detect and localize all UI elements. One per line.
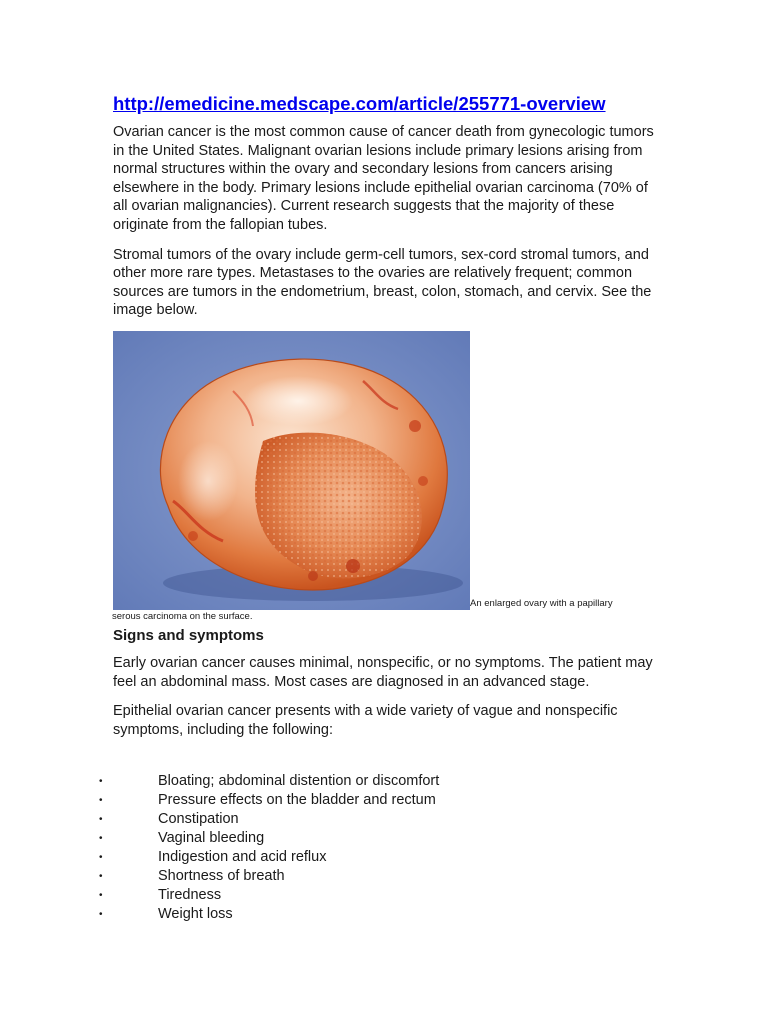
bullet-icon: • [99, 795, 103, 806]
intro-paragraph-2: Stromal tumors of the ovary include germ-cell tumors, sex-cord stromal tumors, and other more rare types. Metastases to the ovaries are relatively frequent; common sources are tumors in the endometrium, breast, colon, stomach, and cervix. See the image below. [113, 246, 652, 319]
section-heading: Signs and symptoms [113, 626, 264, 644]
list-item [0, 867, 600, 886]
bullet-icon: • [99, 814, 103, 825]
list-item [0, 905, 600, 924]
bullet-icon: • [99, 776, 103, 787]
symptom-text: Vaginal bleeding [158, 830, 265, 846]
symptom-text: Pressure effects on the bladder and rectum [158, 792, 436, 808]
symptom-text: Tiredness [158, 887, 222, 903]
list-item [0, 848, 600, 867]
symptom-text: Bloating; abdominal distention or discomfort [158, 773, 440, 789]
symptom-list [0, 772, 600, 924]
symptom-text: Weight loss [158, 906, 233, 922]
list-item [0, 886, 600, 905]
list-item [0, 791, 600, 810]
source-link[interactable]: http://emedicine.medscape.com/article/255771-overview [113, 93, 606, 114]
figure [112, 331, 658, 622]
symptom-text: Indigestion and acid reflux [158, 849, 327, 865]
symptom-text: Shortness of breath [158, 868, 285, 884]
section-paragraph-2: Epithelial ovarian cancer presents with a wide variety of vague and nonspecific symptoms, including the following: [113, 703, 618, 738]
section-paragraph-1: Early ovarian cancer causes minimal, nonspecific, or no symptoms. The patient may feel an abdominal mass. Most cases are diagnosed in an advanced stage. [113, 654, 653, 690]
bullet-icon: • [99, 890, 103, 901]
bullet-icon: • [99, 833, 103, 844]
ovary-photo [113, 331, 470, 610]
figure-caption-line1: An enlarged ovary with a papillary [470, 597, 613, 609]
intro-paragraph-1: Ovarian cancer is the most common cause of cancer death from gynecologic tumors in the United States. Malignant ovarian lesions include primary lesions arising from normal structures within the ovary and secondary lesions from cancers arising elsewhere in the body. Primary lesions include epithelial ovarian carcinoma (70% of all ovarian malignancies). Current research suggests that the majority of these originate from the fallopian tubes. [113, 124, 654, 233]
bullet-icon: • [99, 871, 103, 882]
article-content [113, 92, 658, 750]
bullet-icon: • [99, 909, 103, 920]
symptom-text: Constipation [158, 811, 239, 827]
bullet-icon: • [99, 852, 103, 863]
list-item [0, 810, 600, 829]
list-item [0, 772, 600, 791]
figure-caption-line2: serous carcinoma on the surface. [112, 610, 253, 622]
list-item [0, 829, 600, 848]
